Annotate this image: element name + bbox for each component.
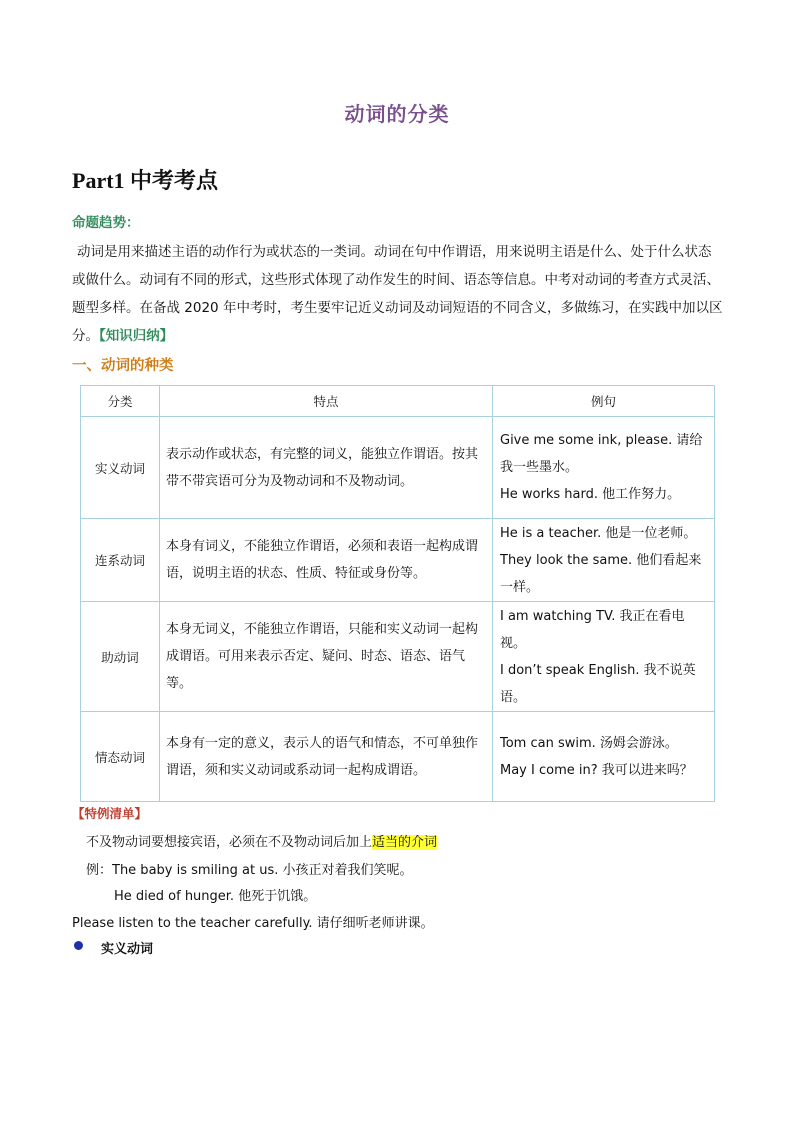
example-sentence: Tom can swim. 汤姆会游泳。 — [500, 735, 678, 751]
row-category: 助动词 — [81, 602, 160, 712]
row-feature: 本身有一定的意义，表示人的语气和情态，不可单独作谓语，须和实义动词或系动词一起构成谓语。 — [160, 712, 493, 802]
document-title: 动词的分类 — [344, 102, 450, 126]
note-text: 不及物动词要想接宾语，必须在不及物动词后加上 — [86, 835, 373, 850]
special-cases-label: 【特例清单】 — [72, 806, 148, 821]
header-feature: 特点 — [160, 386, 493, 417]
example-sentence: I am watching TV. 我正在看电视。 — [500, 608, 685, 651]
row-examples — [493, 712, 715, 802]
header-example: 例句 — [493, 386, 715, 417]
note-highlight: 适当的介词 — [372, 835, 438, 850]
header-category: 分类 — [81, 386, 160, 417]
row-category: 情态动词 — [81, 712, 160, 802]
row-examples — [493, 417, 715, 519]
row-examples — [493, 602, 715, 712]
table-header-row — [81, 386, 715, 417]
knowledge-label: 【知识归纳】 — [99, 328, 174, 344]
table-row — [81, 417, 715, 519]
bullet-dot-icon — [74, 941, 83, 950]
example-sentence: Give me some ink, please. 请给我一些墨水。 — [500, 433, 703, 475]
bullet-heading: 实义动词 — [101, 942, 154, 957]
example-sentence: I don’t speak English. 我不说英语。 — [500, 662, 696, 705]
section-heading: 一、动词的种类 — [72, 358, 174, 374]
example-sentence: May I come in? 我可以进来吗？ — [500, 762, 693, 778]
part-heading: Part1 中考考点 — [72, 168, 219, 193]
table-row — [81, 602, 715, 712]
verb-types-table — [80, 385, 715, 802]
trend-label: 命题趋势： — [72, 215, 140, 231]
example-line-1: 例：The baby is smiling at us. 小孩正对着我们笑呢。 — [86, 863, 413, 878]
row-feature: 本身有词义，不能独立作谓语，必须和表语一起构成谓语，说明主语的状态、性质、特征或身份等。 — [160, 519, 493, 602]
intro-text: 动词是用来描述主语的动作行为或状态的一类词。动词在句中作谓语，用来说明主语是什么、处于什么状态或做什么。动词有不同的形式，这些形式体现了动作发生的时间、语态等信息。中考对动词的考查方式灵活、题型多样。在备战 2020 年中考时，考生要牢记近义动词及动词短语的不同含义，多做练习，在实践中加以区分。 — [72, 244, 723, 344]
example-sentence: He works hard. 他工作努力。 — [500, 487, 681, 502]
example-line-2: He died of hunger. 他死于饥饿。 — [114, 889, 317, 904]
row-category: 连系动词 — [81, 519, 160, 602]
example-sentence: They look the same. 他们看起来一样。 — [500, 552, 702, 595]
row-feature: 本身无词义，不能独立作谓语，只能和实义动词一起构成谓语。可用来表示否定、疑问、时态、语态、语气等。 — [160, 602, 493, 712]
example-sentence: He is a teacher. 他是一位老师。 — [500, 525, 697, 541]
row-category: 实义动词 — [81, 417, 160, 519]
intro-paragraph — [72, 238, 724, 350]
note-line — [86, 831, 437, 850]
example-line-3: Please listen to the teacher carefully. 请仔细听老师讲课。 — [72, 916, 434, 931]
table-row — [81, 519, 715, 602]
row-examples — [493, 519, 715, 602]
table-row — [81, 712, 715, 802]
row-feature: 表示动作或状态，有完整的词义，能独立作谓语。按其带不带宾语可分为及物动词和不及物动词。 — [160, 417, 493, 519]
